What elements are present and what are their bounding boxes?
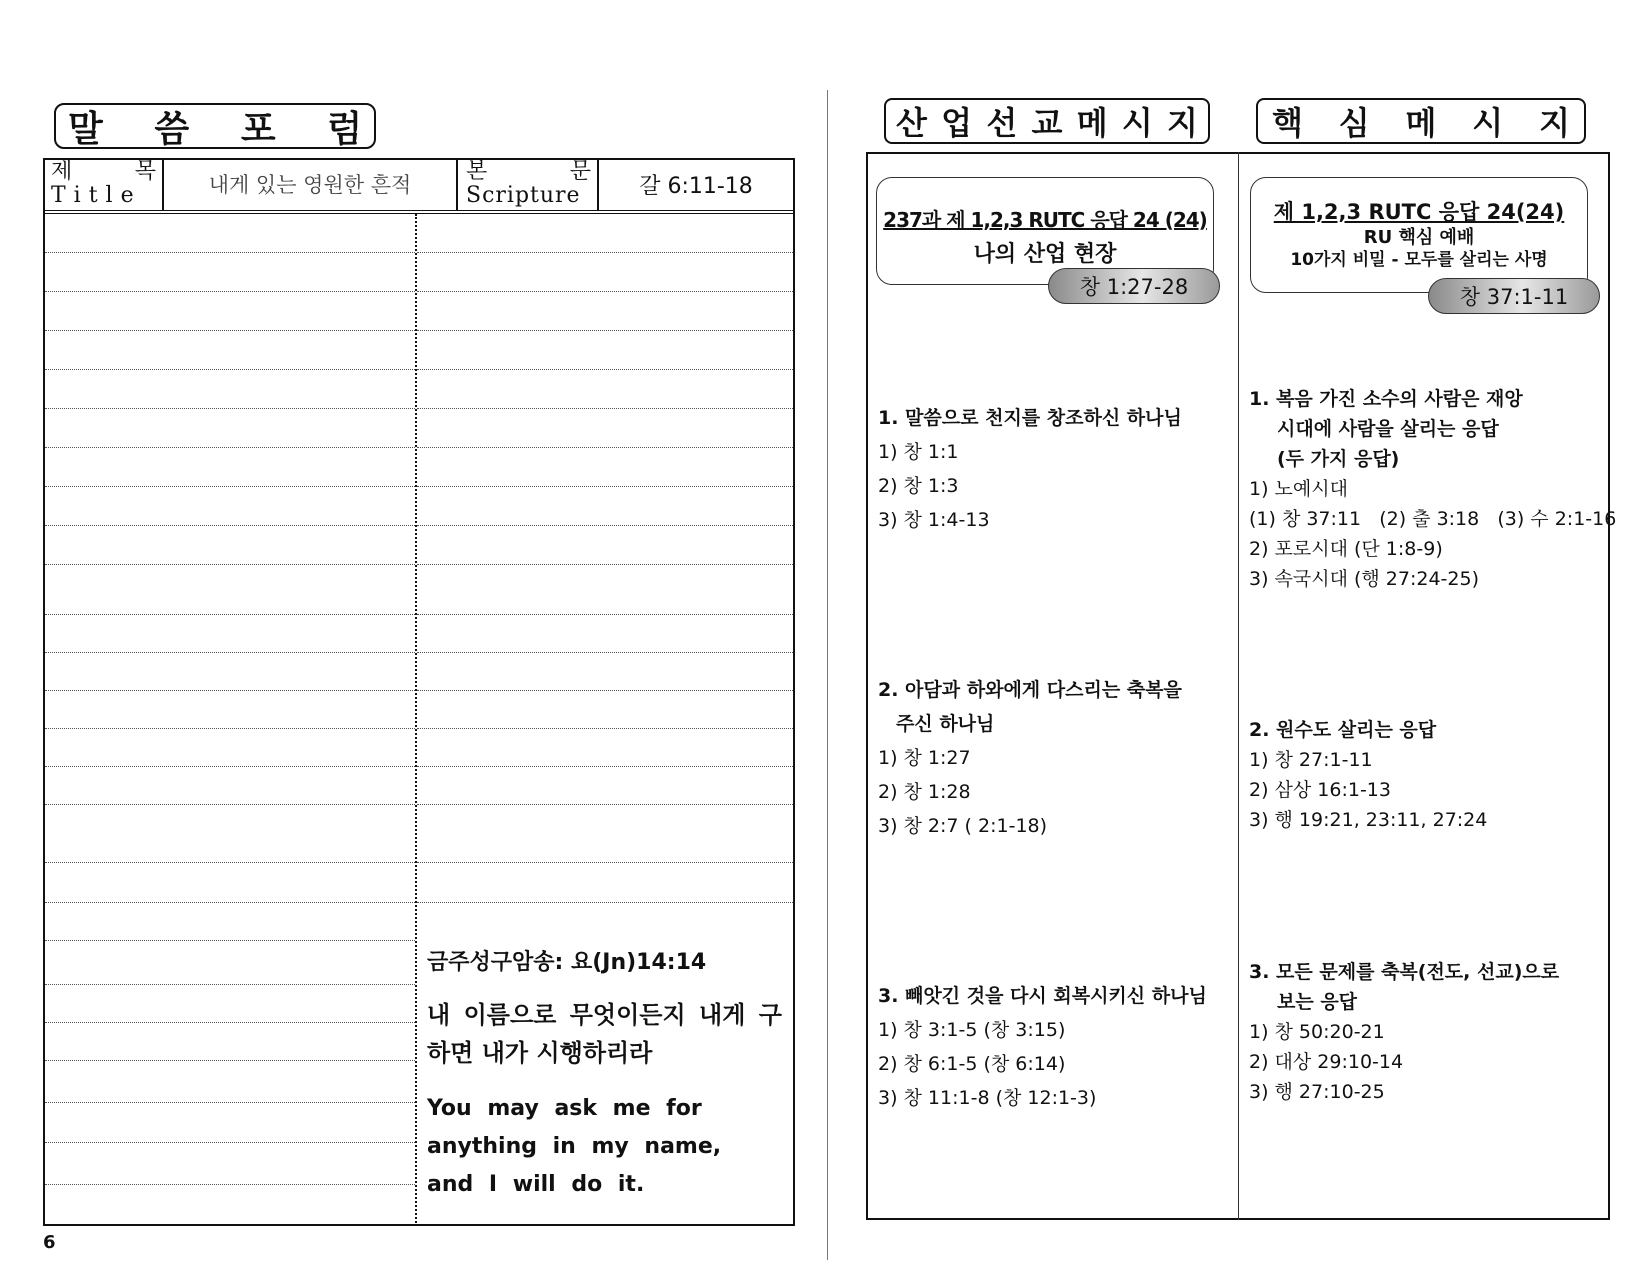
scripture-label-en: Scripture xyxy=(466,183,581,208)
core-message-title-box xyxy=(1250,177,1588,293)
note-line xyxy=(417,408,793,409)
note-line xyxy=(45,614,415,615)
memory-verse-english: You may ask me for anything in my name, and I will do it. xyxy=(427,1096,722,1197)
note-line xyxy=(417,766,793,767)
header-char: 산 xyxy=(896,104,927,142)
lesson-title: 제 1,2,3 RUTC 응답 24(24) xyxy=(1273,200,1565,224)
note-line xyxy=(417,330,793,331)
section-item: 1) 창 50:20-21 xyxy=(1249,1021,1385,1043)
title-row xyxy=(43,158,795,214)
section-item: 1) 노예시대 xyxy=(1249,478,1348,500)
note-line xyxy=(45,1142,415,1143)
title-label-en: Title xyxy=(51,183,142,208)
page-number: 6 xyxy=(43,1232,56,1253)
section-heading: 보는 응답 xyxy=(1277,991,1358,1013)
note-line xyxy=(417,902,793,903)
header-char: 메 xyxy=(1405,104,1437,142)
message-section xyxy=(1249,715,1609,835)
memory-verse-korean: 내 이름으로 무엇이든지 내게 구하면 내가 시행하리라 xyxy=(427,1001,782,1067)
note-line xyxy=(45,1022,415,1023)
header-char: 핵 xyxy=(1272,104,1303,142)
lesson-subtitle: RU 핵심 예배 xyxy=(1363,227,1475,248)
note-line xyxy=(417,804,793,805)
note-line xyxy=(417,447,793,448)
message-section xyxy=(878,673,1233,843)
note-line xyxy=(45,984,415,985)
section-heading: 2. 원수도 살리는 응답 xyxy=(1249,719,1437,741)
note-line xyxy=(45,804,415,805)
section-item: 3) 행 27:10-25 xyxy=(1249,1081,1385,1103)
note-line xyxy=(45,766,415,767)
core-message-header xyxy=(1256,98,1586,144)
note-line xyxy=(45,525,415,526)
scripture-label-ko: 본 xyxy=(466,159,488,184)
section-item: 3) 속국시대 (행 27:24-25) xyxy=(1249,568,1480,590)
header-char: 지 xyxy=(1539,104,1570,142)
header-char: 포 xyxy=(240,107,276,150)
section-heading: 1. 말씀으로 천지를 창조하신 하나님 xyxy=(878,407,1182,429)
note-line xyxy=(417,369,793,370)
scripture-reference: 갈 6:11-18 xyxy=(639,173,753,199)
note-line xyxy=(417,690,793,691)
note-line xyxy=(45,690,415,691)
note-line xyxy=(45,940,415,941)
note-line xyxy=(417,291,793,292)
section-item: 2) 창 6:1-5 (창 6:14) xyxy=(878,1053,1066,1075)
lesson-subtitle: 10가지 비밀 - 모두를 살리는 사명 xyxy=(1290,250,1548,270)
header-char: 선 xyxy=(986,104,1018,142)
note-line xyxy=(45,652,415,653)
note-line xyxy=(417,486,793,487)
note-line xyxy=(417,614,793,615)
section-heading: 3. 모든 문제를 축복(전도, 선교)으로 xyxy=(1249,961,1560,983)
title-label-cell xyxy=(43,158,164,210)
note-line xyxy=(417,252,793,253)
section-item: 1) 창 27:1-11 xyxy=(1249,749,1373,771)
section-item: (1) 창 37:11 (2) 출 3:18 (3) 수 2:1-16 xyxy=(1249,508,1617,530)
header-char: 말 xyxy=(68,107,103,150)
title-label-ko: 제 xyxy=(51,159,73,184)
header-char: 씀 xyxy=(154,107,190,150)
messages-divider xyxy=(1238,152,1239,1220)
note-line xyxy=(45,252,415,253)
header-char: 시 xyxy=(1121,104,1153,142)
lesson-subtitle: 나의 산업 현장 xyxy=(973,242,1117,267)
message-section xyxy=(1249,384,1617,594)
section-item: 2) 대상 29:10-14 xyxy=(1249,1051,1404,1073)
note-line xyxy=(45,1184,415,1185)
section-item: 3) 창 2:7 ( 2:1-18) xyxy=(878,815,1048,837)
note-line xyxy=(45,862,415,863)
sermon-title: 내게 있는 영원한 흔적 xyxy=(208,173,412,197)
note-line xyxy=(45,330,415,331)
scripture-pill: 창 1:27-28 xyxy=(1048,268,1220,304)
section-item: 2) 삼상 16:1-13 xyxy=(1249,779,1391,801)
title-value-cell[interactable] xyxy=(164,158,458,210)
note-line xyxy=(45,902,415,903)
header-char: 럼 xyxy=(327,107,362,150)
section-item: 3) 창 11:1-8 (창 12:1-3) xyxy=(878,1087,1097,1109)
section-heading: 1. 복음 가진 소수의 사람은 재앙 xyxy=(1249,388,1523,410)
section-heading: 3. 빼앗긴 것을 다시 회복시키신 하나님 xyxy=(878,985,1207,1007)
page-spine xyxy=(827,90,828,1260)
section-item: 1) 창 3:1-5 (창 3:15) xyxy=(878,1019,1066,1041)
section-heading: 2. 아담과 하와에게 다스리는 축복을 xyxy=(878,679,1182,701)
section-item: 2) 창 1:3 xyxy=(878,475,959,497)
column-divider xyxy=(415,214,417,1226)
note-line xyxy=(45,486,415,487)
note-line xyxy=(417,525,793,526)
note-line xyxy=(45,291,415,292)
scripture-pill: 창 37:1-11 xyxy=(1428,278,1600,314)
header-char: 심 xyxy=(1338,104,1370,142)
memory-verse xyxy=(427,945,782,1204)
note-line xyxy=(417,728,793,729)
section-item: 1) 창 1:1 xyxy=(878,441,959,463)
section-item: 3) 행 19:21, 23:11, 27:24 xyxy=(1249,809,1488,831)
note-line xyxy=(417,652,793,653)
note-line xyxy=(45,1060,415,1061)
lesson-title: 237과 제 1,2,3 RUTC 응답 24 (24) xyxy=(883,208,1207,232)
note-line xyxy=(45,564,415,565)
note-line xyxy=(45,1102,415,1103)
header-char: 지 xyxy=(1167,104,1198,142)
scripture-label-cell xyxy=(458,158,599,210)
memory-verse-title: 금주성구암송: 요(Jn)14:14 xyxy=(427,950,707,975)
header-char: 시 xyxy=(1472,104,1504,142)
note-line xyxy=(417,564,793,565)
header-char: 교 xyxy=(1031,104,1063,142)
header-char: 업 xyxy=(941,104,973,142)
note-line xyxy=(45,369,415,370)
note-line xyxy=(45,408,415,409)
section-heading: 주신 하나님 xyxy=(896,713,995,735)
scripture-value-cell[interactable] xyxy=(599,158,793,210)
sermon-forum-header xyxy=(54,103,376,149)
note-line xyxy=(45,728,415,729)
title-label-ko: 목 xyxy=(134,159,156,184)
industry-mission-header xyxy=(884,98,1210,144)
section-item: 1) 창 1:27 xyxy=(878,747,971,769)
header-char: 메 xyxy=(1076,104,1108,142)
message-section xyxy=(878,979,1233,1115)
section-item: 2) 포로시대 (단 1:8-9) xyxy=(1249,538,1443,560)
note-line xyxy=(417,862,793,863)
message-section xyxy=(878,401,1233,537)
note-line xyxy=(45,447,415,448)
section-heading: 시대에 사람을 살리는 응답 xyxy=(1277,418,1499,440)
section-item: 2) 창 1:28 xyxy=(878,781,971,803)
message-section xyxy=(1249,957,1609,1107)
section-heading: (두 가지 응답) xyxy=(1277,448,1400,470)
section-item: 3) 창 1:4-13 xyxy=(878,509,990,531)
scripture-label-ko: 문 xyxy=(569,159,591,184)
